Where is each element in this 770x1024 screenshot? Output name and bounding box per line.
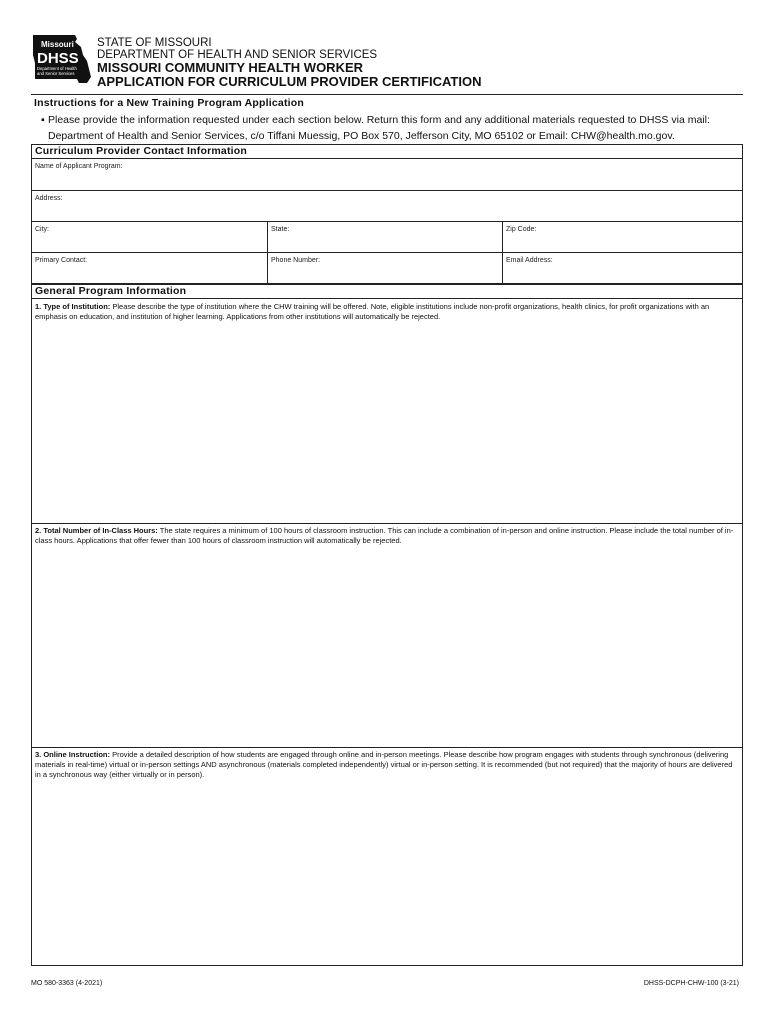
q1-text: Please describe the type of institution where the CHW training will be offered. Note, eligible institutions include non-profit organizations, health clinics, for profit organizations with an emphasis on education, and institution of higher learning. Applications from other institutions will automatically be rejected. xyxy=(35,302,710,321)
type-of-institution-field[interactable] xyxy=(32,299,742,325)
contact-title: Curriculum Provider Contact Information xyxy=(35,145,247,157)
bullet-icon: ▪ xyxy=(41,114,45,126)
address-field[interactable]: Address: xyxy=(35,195,63,202)
q3-text: Provide a detailed description of how students are engaged through online and in-person meetings. Please describe how program engages with students through synchronous (delivering materials in real-time) virtual or in-person settings AND asynchronous (materials completed independently) virtual or in-person setting. It is recommended (but not required) that the majority of hours are delivered in a synchronous way (either virtually or in person). xyxy=(35,750,733,779)
missouri-dhss-logo xyxy=(31,33,93,85)
instructions-body xyxy=(31,110,743,144)
form-header xyxy=(31,33,743,91)
online-instruction-field[interactable] xyxy=(32,747,742,783)
form-number: MO 580-3363 (4-2021) xyxy=(31,980,103,987)
form-title: APPLICATION FOR CURRICULUM PROVIDER CERTIFICATION xyxy=(97,74,482,89)
state-field[interactable]: State: xyxy=(267,222,502,252)
primary-contact-field[interactable]: Primary Contact: xyxy=(35,257,88,264)
logo-text-top: Missouri xyxy=(41,40,74,49)
header-titles xyxy=(97,37,481,89)
name-row xyxy=(32,159,742,190)
department-name: DEPARTMENT OF HEALTH AND SENIOR SERVICES xyxy=(97,49,378,61)
q3-label: 3. Online Instruction: xyxy=(35,750,111,759)
in-class-hours-field[interactable] xyxy=(32,523,742,549)
logo-text-sub1: Department of Health xyxy=(37,66,77,71)
logo-text-sub2: and Senior Services xyxy=(37,71,75,76)
applicant-program-field[interactable]: Name of Applicant Program: xyxy=(35,163,123,170)
address-row xyxy=(32,190,742,221)
state-name: STATE OF MISSOURI xyxy=(97,37,212,49)
zip-field[interactable]: Zip Code: xyxy=(502,222,742,252)
general-title: General Program Information xyxy=(35,285,187,297)
contact-row xyxy=(32,252,742,283)
program-name: MISSOURI COMMUNITY HEALTH WORKER xyxy=(97,60,364,75)
q2-label: 2. Total Number of In-Class Hours: xyxy=(35,526,158,535)
city-field[interactable]: City: xyxy=(35,226,49,233)
q2-text: The state requires a minimum of 100 hours of classroom instruction. This can include a combination of in-person and online instruction. Please include the total number of in-class hours. Applications that offer fewer than 100 hours of classroom instruction will automatically be rejected. xyxy=(35,526,734,545)
instructions-title: Instructions for a New Training Program Application xyxy=(34,97,305,109)
instructions-text: Please provide the information requested under each section below. Return this form and any additional materials requested to DHSS via mail: Department of Health and Senior Services, c/o Tiffani Muessig, PO Box 570, Jefferson City, MO 65102 or Email: CHW@health.mo.gov. xyxy=(48,114,710,142)
contact-section-header xyxy=(32,145,742,159)
city-row xyxy=(32,221,742,252)
email-field[interactable]: Email Address: xyxy=(502,253,742,283)
form-code: DHSS-DCPH-CHW-100 (3-21) xyxy=(643,980,739,987)
general-section-header xyxy=(32,285,742,299)
phone-field[interactable]: Phone Number: xyxy=(267,253,502,283)
instructions-section xyxy=(31,94,743,144)
q1-label: 1. Type of Institution: xyxy=(35,302,111,311)
contact-section xyxy=(31,144,743,284)
general-section xyxy=(31,284,743,966)
logo-text-main: DHSS xyxy=(37,50,79,67)
